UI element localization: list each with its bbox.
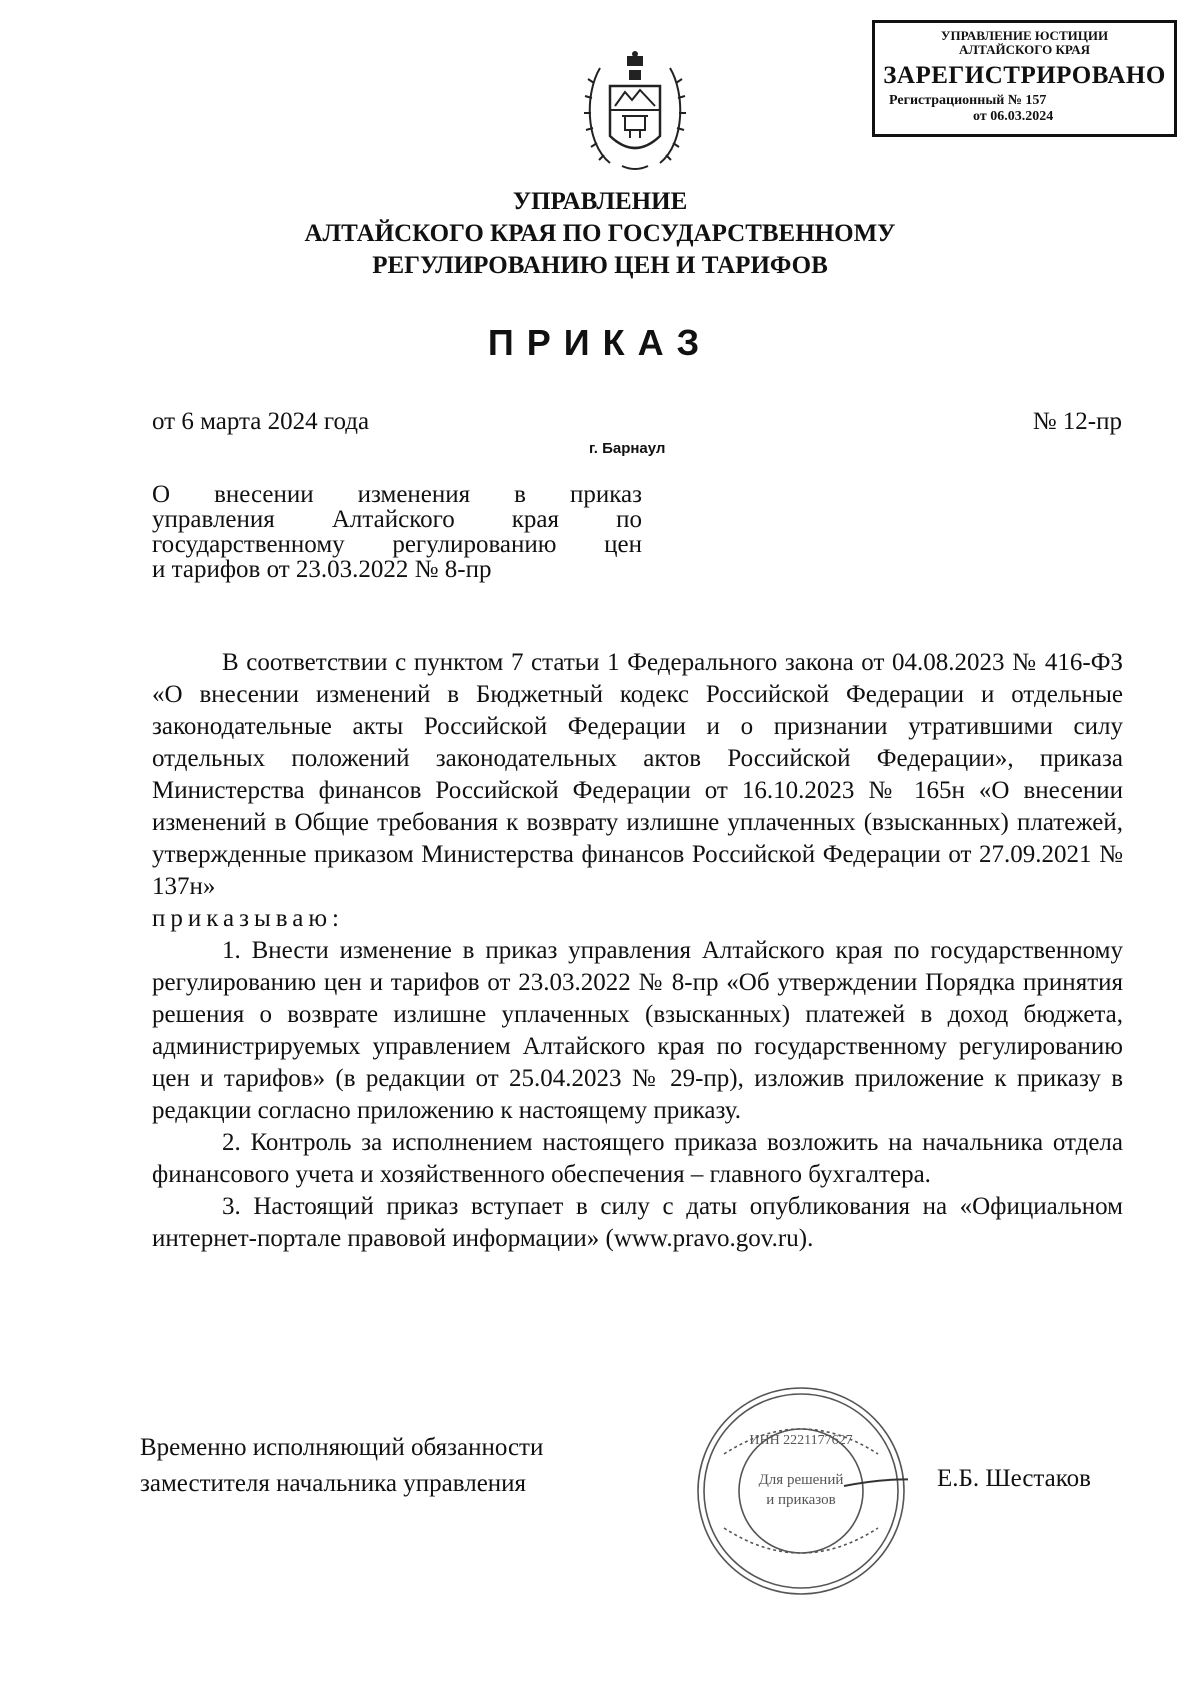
registration-stamp [872,20,1177,137]
organization-name-line2: АЛТАЙСКОГО КРАЯ ПО ГОСУДАРСТВЕННОМУ [304,220,896,247]
document-body [152,647,1123,1255]
document-number: № 12-пр [1032,408,1122,435]
document-city: г. Барнаул [589,440,666,457]
organization-name-line3: РЕГУЛИРОВАНИЮ ЦЕН И ТАРИФОВ [372,252,828,279]
subject-line: государственному регулированию цен [152,531,642,558]
signatory-position [140,1430,543,1502]
document-type-title: ПРИКАЗ [487,322,713,363]
signatory-position-line1: Временно исполняющий обязанности [140,1434,544,1461]
seal-center-line2: и приказов [766,1492,836,1508]
signatory-name: Е.Б. Шестаков [937,1465,1091,1492]
registration-number: Регистрационный № 157 [889,93,1047,108]
seal-inn: ИНН 2221177627 [749,1433,853,1448]
order-item-2: 2. Контроль за исполнением настоящего приказа возложить на начальника отдела финансового учета и хозяйственного обеспечения – главного бухгалтера. [152,1129,1123,1188]
subject-line: О внесении изменения в приказ [152,481,642,508]
order-item-3: 3. Настоящий приказ вступает в силу с даты опубликования на «Официальном интернет-портале правовой информации» (www.pravo.gov.ru). [152,1193,1123,1252]
coat-of-arms-icon [580,48,690,178]
organization-name [0,186,1200,282]
registration-authority-line1: УПРАВЛЕНИЕ ЮСТИЦИИ [940,28,1109,43]
preamble-paragraph: В соответствии с пунктом 7 статьи 1 Федерального закона от 04.08.2023 № 416-ФЗ «О внесении изменений в Бюджетный кодекс Российской Федерации и отдельные законодательные акты Российской Федерации и о признании утратившими силу отдельных положений законодательных актов Российской Федерации», приказа Министерства финансов Российской Федерации от 16.10.2023 № 165н «О внесении изменений в Общие требования к возврату излишне уплаченных (взысканных) платежей, утвержденные приказом Министерства финансов Российской Федерации от 27.09.2021 № 137н» [152,649,1123,900]
seal-center-line1: Для решений [758,1472,844,1488]
official-seal-icon [694,1384,908,1598]
signatory-position-line2: заместителя начальника управления [140,1470,527,1497]
order-word: приказываю: [152,905,344,932]
document-subject [152,482,642,582]
order-item-1: 1. Внести изменение в приказ управления Алтайского края по государственному регулированию цен и тарифов от 23.03.2022 № 8-пр «Об утверждении Порядка принятия решения о возврате излишне уплаченных (взысканных) платежей в доход бюджета, администрируемых управлением Алтайского края по государственному регулированию цен и тарифов» (в редакции от 25.04.2023 № 29-пр), изложив приложение к приказу в редакции согласно приложению к настоящему приказу. [152,937,1123,1124]
registration-status: ЗАРЕГИСТРИРОВАНО [883,62,1166,89]
registration-authority-line2: АЛТАЙСКОГО КРАЯ [959,42,1090,57]
registration-date: от 06.03.2024 [973,109,1054,124]
subject-line: управления Алтайского края по [152,506,642,533]
organization-name-line1: УПРАВЛЕНИЕ [512,188,688,215]
subject-line: и тарифов от 23.03.2022 № 8-пр [152,556,492,583]
document-date: от 6 марта 2024 года [152,408,370,435]
